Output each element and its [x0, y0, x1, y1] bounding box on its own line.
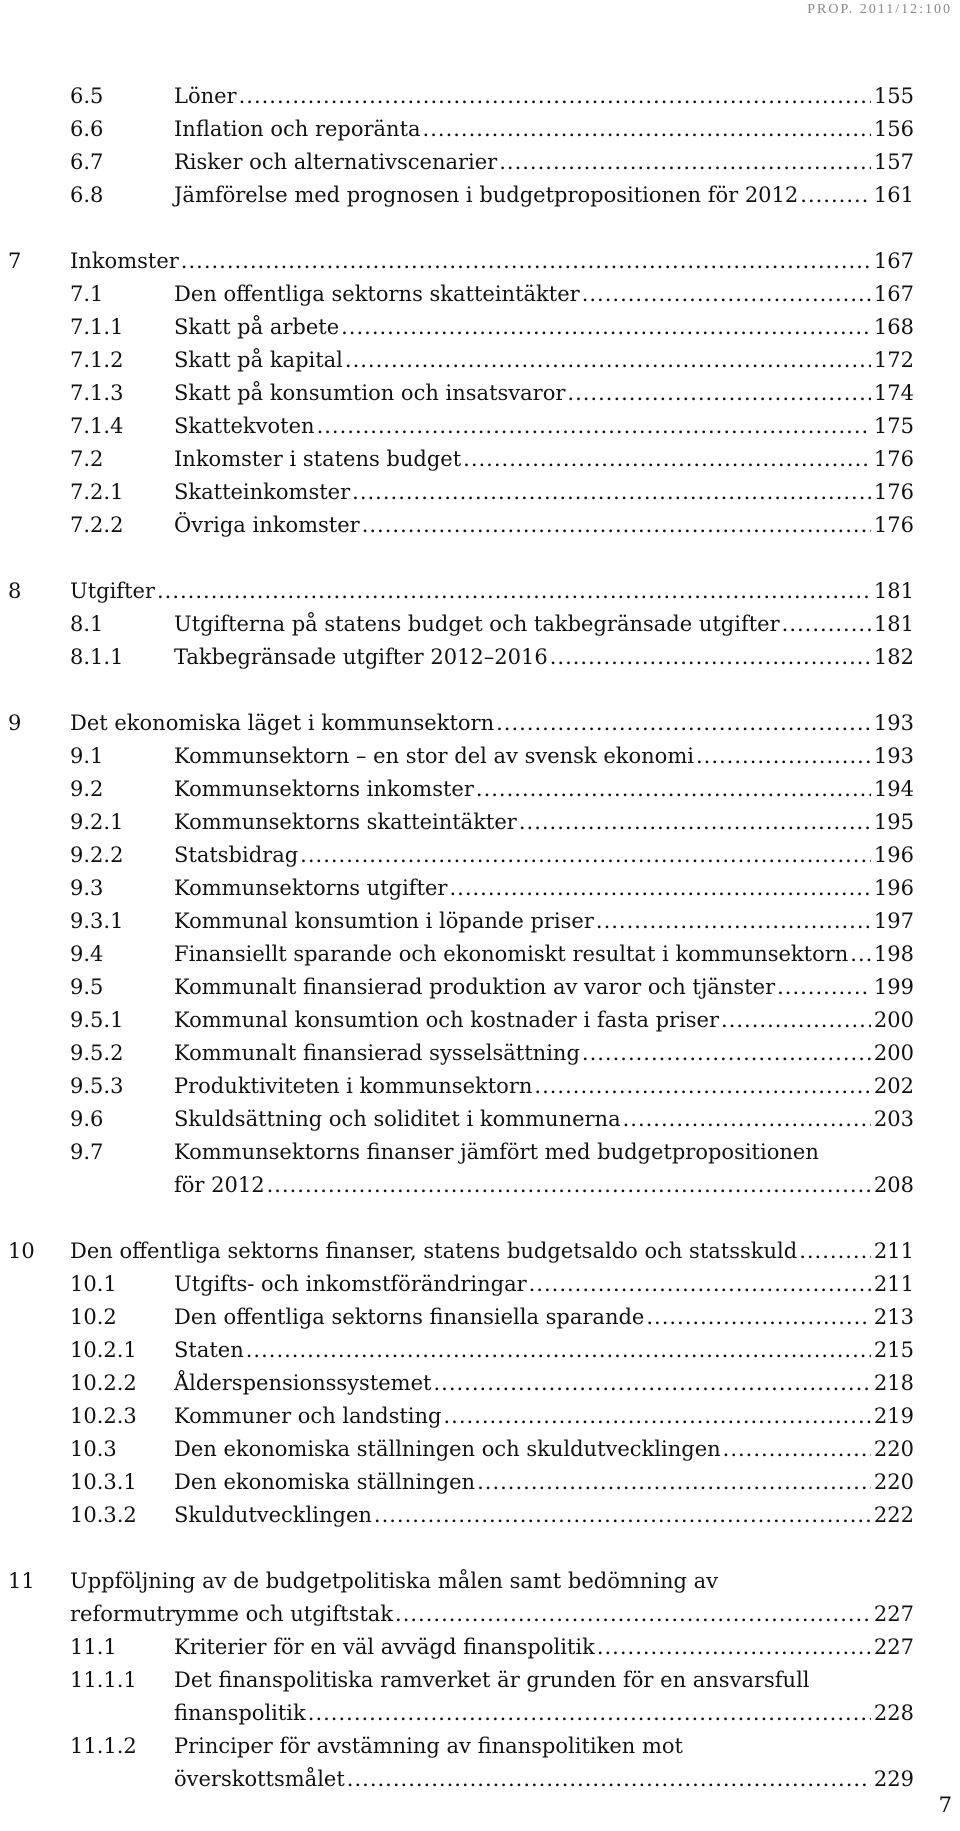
- toc-entry-number: 10: [8, 1239, 35, 1263]
- toc-entry-number: 6.8: [70, 183, 104, 207]
- toc-entry-page: 194: [873, 777, 914, 801]
- toc-entry[interactable]: [70, 1268, 914, 1301]
- toc-entry-page: 156: [873, 117, 914, 141]
- toc-entry-title: Det finanspolitiska ramverket är grunden för en ansvarsfull: [174, 1668, 810, 1692]
- toc-entry-page: 193: [873, 711, 914, 735]
- toc-entry-title: Den ekonomiska ställningen: [174, 1470, 476, 1494]
- toc-entry-number: 9.5.2: [70, 1041, 124, 1065]
- toc-entry-title: Skuldsättning och soliditet i kommunerna: [174, 1107, 621, 1131]
- toc-entry-number: 8: [8, 579, 22, 603]
- toc-entry-page: 172: [873, 348, 914, 372]
- toc-entry-page: 167: [873, 249, 914, 273]
- toc-entry-number: 9.1: [70, 744, 104, 768]
- toc-entry-number: 10.2.1: [70, 1338, 137, 1362]
- toc-entry[interactable]: [70, 1367, 914, 1400]
- toc-entry[interactable]: [70, 641, 914, 674]
- toc-entry[interactable]: [70, 1499, 914, 1532]
- toc-entry[interactable]: [8, 575, 914, 608]
- toc-entry[interactable]: [70, 476, 914, 509]
- toc-entry-number: 11.1: [70, 1635, 117, 1659]
- toc-entry-page: 227: [873, 1602, 914, 1626]
- toc-entry[interactable]: [70, 872, 914, 905]
- toc-entry-number: 9.3.1: [70, 909, 124, 933]
- toc-entry-page: 196: [873, 843, 914, 867]
- toc-entry-page: 174: [873, 381, 914, 405]
- toc-entry-title: Utgifts- och inkomstförändringar: [174, 1272, 527, 1296]
- table-of-contents: [8, 80, 914, 1796]
- toc-entry-number: 8.1: [70, 612, 104, 636]
- toc-entry-title: Principer för avstämning av finanspolitiken mot: [174, 1734, 683, 1758]
- toc-entry-page: 195: [873, 810, 914, 834]
- toc-entry[interactable]: [70, 80, 914, 113]
- toc-entry-page: 176: [873, 480, 914, 504]
- toc-entry[interactable]: [8, 1235, 914, 1268]
- toc-entry-title: Övriga inkomster: [174, 513, 360, 537]
- leader-dots: [534, 1070, 871, 1103]
- leader-dots: [567, 377, 871, 410]
- leader-dots: [308, 1697, 871, 1730]
- toc-entry-page: 176: [873, 513, 914, 537]
- toc-entry-page: 176: [873, 447, 914, 471]
- toc-entry-number: 10.3: [70, 1437, 117, 1461]
- toc-entry-title: Kommunal konsumtion och kostnader i fasta priser: [174, 1008, 720, 1032]
- toc-entry-title: Kommunalt finansierad produktion av varor och tjänster: [174, 975, 776, 999]
- toc-entry-page: 203: [873, 1107, 914, 1131]
- toc-entry-number: 10.2.3: [70, 1404, 137, 1428]
- toc-entry[interactable]: [70, 443, 914, 476]
- toc-entry-title-continued: reformutrymme och utgiftstak: [70, 1602, 394, 1626]
- toc-entry-page: 196: [873, 876, 914, 900]
- leader-dots: [433, 1367, 870, 1400]
- toc-entry[interactable]: [70, 410, 914, 443]
- toc-entry-title: Utgifter: [70, 579, 155, 603]
- toc-entry-title-continued: finanspolitik: [174, 1701, 306, 1725]
- toc-entry-number: 9.5.3: [70, 1074, 124, 1098]
- toc-entry[interactable]: [70, 344, 914, 377]
- toc-entry[interactable]: [70, 971, 914, 1004]
- page-number: 7: [938, 1793, 952, 1817]
- toc-entry-title: Jämförelse med prognosen i budgetpropositionen för 2012: [174, 183, 799, 207]
- leader-dots: [444, 1400, 871, 1433]
- leader-dots: [582, 278, 871, 311]
- leader-dots: [496, 707, 871, 740]
- leader-dots: [782, 608, 871, 641]
- toc-entry-title: Finansiellt sparande och ekonomiskt resultat i kommunsektorn: [174, 942, 849, 966]
- toc-entry[interactable]: [70, 1004, 914, 1037]
- leader-dots: [347, 1763, 871, 1796]
- leader-dots: [499, 146, 871, 179]
- toc-entry-page: 199: [873, 975, 914, 999]
- toc-entry-number: 6.7: [70, 150, 104, 174]
- leader-dots: [596, 905, 871, 938]
- toc-entry-title: Den offentliga sektorns finansiella sparande: [174, 1305, 645, 1329]
- toc-entry[interactable]: [8, 245, 914, 278]
- leader-dots: [623, 1103, 871, 1136]
- toc-entry-title: Uppföljning av de budgetpolitiska målen samt bedömning av: [70, 1569, 719, 1593]
- toc-entry-title: Den ekonomiska ställningen och skuldutvecklingen: [174, 1437, 721, 1461]
- toc-entry-title: Den offentliga sektorns skatteintäkter: [174, 282, 580, 306]
- toc-entry-number: 11.1.2: [70, 1734, 137, 1758]
- toc-entry-number: 11: [8, 1569, 35, 1593]
- toc-entry-page: 181: [873, 579, 914, 603]
- toc-entry-page: 228: [873, 1701, 914, 1725]
- toc-entry-number: 6.6: [70, 117, 104, 141]
- toc-entry-page: 229: [873, 1767, 914, 1791]
- toc-entry[interactable]: [70, 1631, 914, 1664]
- toc-entry[interactable]: [70, 1037, 914, 1070]
- toc-entry-page: 218: [873, 1371, 914, 1395]
- toc-entry-title: Kommunsektorns utgifter: [174, 876, 448, 900]
- toc-entry[interactable]: [70, 509, 914, 542]
- toc-entry-title-continued: för 2012: [174, 1173, 265, 1197]
- toc-entry[interactable]: [70, 905, 914, 938]
- toc-entry-page: 182: [873, 645, 914, 669]
- toc-entry-number: 10.3.2: [70, 1503, 137, 1527]
- leader-dots: [345, 344, 871, 377]
- toc-entry[interactable]: [70, 608, 914, 641]
- toc-entry-page: 215: [873, 1338, 914, 1362]
- toc-entry-number: 10.1: [70, 1272, 117, 1296]
- toc-entry-number: 9.6: [70, 1107, 104, 1131]
- leader-dots: [800, 179, 871, 212]
- toc-entry-number: 9.4: [70, 942, 104, 966]
- leader-dots: [267, 1169, 871, 1202]
- toc-entry-title: Inflation och reporänta: [174, 117, 421, 141]
- toc-entry-title: Produktiviteten i kommunsektorn: [174, 1074, 533, 1098]
- toc-entry[interactable]: [70, 1070, 914, 1103]
- toc-entry-number: 7.1.1: [70, 315, 124, 339]
- toc-entry[interactable]: [70, 806, 914, 839]
- leader-dots: [476, 773, 871, 806]
- toc-entry[interactable]: [70, 1103, 914, 1136]
- leader-dots: [646, 1301, 871, 1334]
- toc-entry-number: 9.3: [70, 876, 104, 900]
- toc-entry-page: 211: [873, 1272, 914, 1296]
- toc-entry-title: Kommunsektorns finanser jämfört med budgetpropositionen: [174, 1140, 819, 1164]
- leader-dots: [723, 1433, 871, 1466]
- toc-entry[interactable]: [70, 1301, 914, 1334]
- toc-entry-number: 9.7: [70, 1140, 104, 1164]
- leader-dots: [777, 971, 871, 1004]
- leader-dots: [157, 575, 871, 608]
- leader-dots: [352, 476, 871, 509]
- toc-entry-number: 10.2.2: [70, 1371, 137, 1395]
- leader-dots: [799, 1235, 871, 1268]
- leader-dots: [582, 1037, 871, 1070]
- toc-entry-number: 7.1.4: [70, 414, 124, 438]
- toc-entry-page: 220: [873, 1470, 914, 1494]
- leader-dots: [246, 1334, 871, 1367]
- leader-dots: [850, 938, 871, 971]
- toc-entry[interactable]: [70, 740, 914, 773]
- toc-entry-title: Skatt på konsumtion och insatsvaror: [174, 381, 566, 405]
- toc-entry-number: 6.5: [70, 84, 104, 108]
- toc-entry-number: 9.2: [70, 777, 104, 801]
- toc-entry[interactable]: [70, 1400, 914, 1433]
- leader-dots: [362, 509, 871, 542]
- leader-dots: [239, 80, 871, 113]
- toc-entry-number: 7: [8, 249, 22, 273]
- leader-dots: [449, 872, 870, 905]
- toc-entry-number: 8.1.1: [70, 645, 124, 669]
- toc-entry-number: 9.5.1: [70, 1008, 124, 1032]
- toc-entry[interactable]: [70, 278, 914, 311]
- toc-entry-title: Skatt på kapital: [174, 348, 343, 372]
- toc-entry-title: Inkomster: [70, 249, 179, 273]
- toc-entry-page: 181: [873, 612, 914, 636]
- leader-dots: [529, 1268, 871, 1301]
- toc-entry-title: Inkomster i statens budget: [174, 447, 462, 471]
- toc-entry-number: 7.2: [70, 447, 104, 471]
- leader-dots: [395, 1598, 871, 1631]
- toc-entry-page: 222: [873, 1503, 914, 1527]
- toc-entry-title: Kriterier för en väl avvägd finanspolitik: [174, 1635, 595, 1659]
- toc-entry-number: 9.2.2: [70, 843, 124, 867]
- toc-entry-title: Skattekvoten: [174, 414, 315, 438]
- toc-entry[interactable]: [70, 1664, 914, 1730]
- toc-entry[interactable]: [70, 311, 914, 344]
- toc-entry-number: 10.3.1: [70, 1470, 137, 1494]
- toc-entry-title: Ålderspensionssystemet: [174, 1371, 432, 1395]
- toc-entry-page: 167: [873, 282, 914, 306]
- toc-entry-page: 198: [873, 942, 914, 966]
- leader-dots: [597, 1631, 871, 1664]
- toc-entry-title: Kommunalt finansierad sysselsättning: [174, 1041, 580, 1065]
- leader-dots: [317, 410, 871, 443]
- toc-entry-number: 7.1.2: [70, 348, 124, 372]
- toc-entry-page: 200: [873, 1041, 914, 1065]
- toc-entry-page: 175: [873, 414, 914, 438]
- toc-entry[interactable]: [8, 1565, 914, 1631]
- toc-entry-page: 208: [873, 1173, 914, 1197]
- leader-dots: [374, 1499, 871, 1532]
- toc-entry-page: 211: [873, 1239, 914, 1263]
- toc-entry[interactable]: [70, 773, 914, 806]
- toc-entry-title: Staten: [174, 1338, 244, 1362]
- toc-entry[interactable]: [70, 1334, 914, 1367]
- toc-entry-title: Takbegränsade utgifter 2012–2016: [174, 645, 548, 669]
- toc-entry-title: Kommunsektorn – en stor del av svensk ekonomi: [174, 744, 694, 768]
- toc-entry-page: 193: [873, 744, 914, 768]
- toc-entry-title: Löner: [174, 84, 237, 108]
- toc-entry-page: 200: [873, 1008, 914, 1032]
- toc-entry-title: Utgifterna på statens budget och takbegränsade utgifter: [174, 612, 780, 636]
- toc-entry-title: Kommunal konsumtion i löpande priser: [174, 909, 594, 933]
- toc-entry-number: 7.2.1: [70, 480, 124, 504]
- toc-entry-page: 197: [873, 909, 914, 933]
- toc-entry[interactable]: [70, 1136, 914, 1202]
- toc-entry-page: 202: [873, 1074, 914, 1098]
- toc-entry-title: Kommuner och landsting: [174, 1404, 442, 1428]
- toc-entry-title: Skuldutvecklingen: [174, 1503, 372, 1527]
- toc-entry-page: 219: [873, 1404, 914, 1428]
- toc-entry-page: 161: [873, 183, 914, 207]
- toc-entry-title: Statsbidrag: [174, 843, 299, 867]
- toc-entry-number: 9: [8, 711, 22, 735]
- toc-entry-title: Risker och alternativscenarier: [174, 150, 498, 174]
- toc-entry[interactable]: [70, 1433, 914, 1466]
- toc-entry-title: Det ekonomiska läget i kommunsektorn: [70, 711, 495, 735]
- toc-entry-title: Skatteinkomster: [174, 480, 351, 504]
- toc-entry-page: 155: [873, 84, 914, 108]
- leader-dots: [721, 1004, 871, 1037]
- leader-dots: [477, 1466, 871, 1499]
- toc-entry[interactable]: [70, 839, 914, 872]
- leader-dots: [341, 311, 871, 344]
- toc-entry-page: 213: [873, 1305, 914, 1329]
- toc-entry-title: Kommunsektorns skatteintäkter: [174, 810, 517, 834]
- toc-entry[interactable]: [70, 1466, 914, 1499]
- running-head: PROP. 2011/12:100: [807, 2, 952, 17]
- toc-entry-title: Skatt på arbete: [174, 315, 340, 339]
- toc-entry[interactable]: [70, 113, 914, 146]
- toc-entry-number: 10.2: [70, 1305, 117, 1329]
- toc-entry-page: 157: [873, 150, 914, 174]
- toc-entry-number: 7.1.3: [70, 381, 124, 405]
- toc-entry-title: Den offentliga sektorns finanser, statens budgetsaldo och statsskuld: [70, 1239, 798, 1263]
- toc-entry-number: 7.2.2: [70, 513, 124, 537]
- toc-entry-page: 227: [873, 1635, 914, 1659]
- toc-entry[interactable]: [70, 377, 914, 410]
- leader-dots: [181, 245, 871, 278]
- leader-dots: [300, 839, 871, 872]
- toc-entry-number: 11.1.1: [70, 1668, 137, 1692]
- toc-entry[interactable]: [70, 179, 914, 212]
- leader-dots: [519, 806, 871, 839]
- toc-entry-number: 7.1: [70, 282, 104, 306]
- toc-entry-number: 9.2.1: [70, 810, 124, 834]
- leader-dots: [463, 443, 871, 476]
- leader-dots: [423, 113, 871, 146]
- toc-entry-page: 168: [873, 315, 914, 339]
- toc-entry-title: Kommunsektorns inkomster: [174, 777, 474, 801]
- toc-entry-title-continued: överskottsmålet: [174, 1767, 345, 1791]
- toc-entry-number: 9.5: [70, 975, 104, 999]
- leader-dots: [550, 641, 871, 674]
- leader-dots: [696, 740, 871, 773]
- toc-entry[interactable]: [70, 1730, 914, 1796]
- toc-entry[interactable]: [8, 707, 914, 740]
- toc-entry[interactable]: [70, 938, 914, 971]
- toc-entry-page: 220: [873, 1437, 914, 1461]
- toc-entry[interactable]: [70, 146, 914, 179]
